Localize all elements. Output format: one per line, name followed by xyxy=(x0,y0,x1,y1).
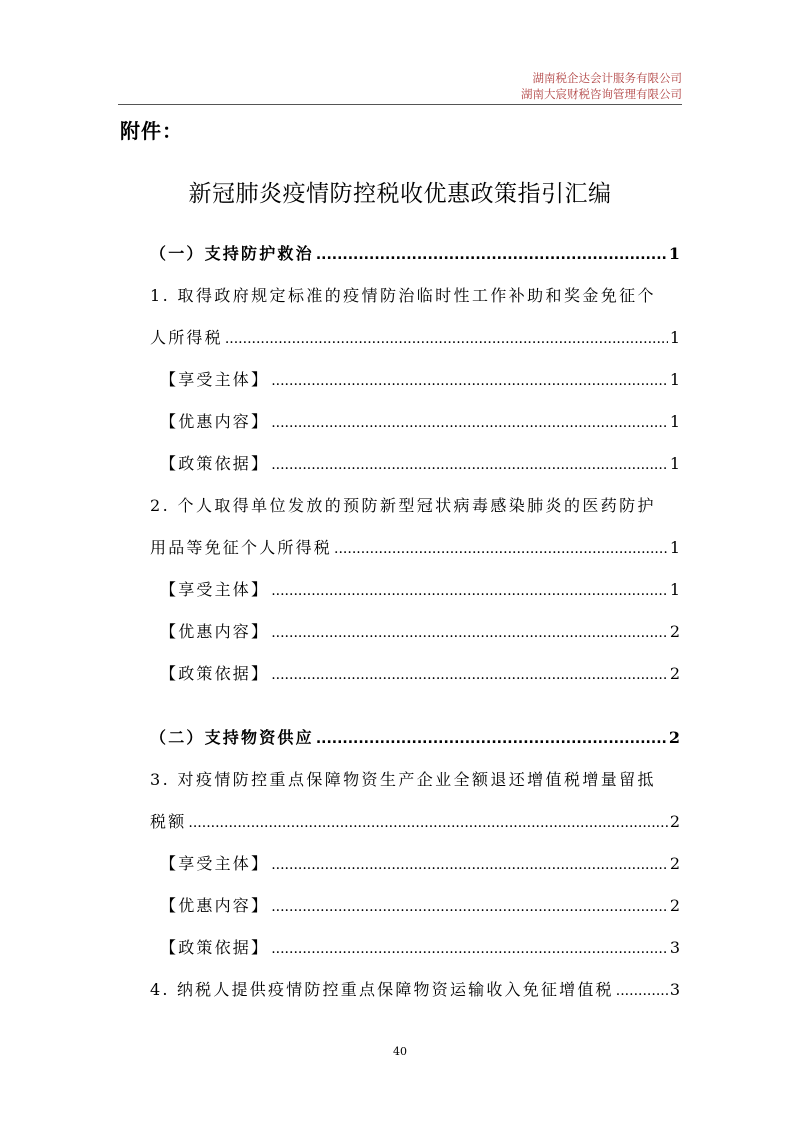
toc-item-label: 用品等免征个人所得税 xyxy=(150,538,333,557)
toc-sub-label: 【政策依据】 xyxy=(160,938,270,957)
toc-page-number: 3 xyxy=(669,938,680,957)
toc-sub-label: 【优惠内容】 xyxy=(160,412,270,431)
toc-page-number: 2 xyxy=(669,896,680,915)
toc-item-3-sub-3[interactable] xyxy=(160,936,680,961)
header-company-1: 湖南税企达会计服务有限公司 xyxy=(532,71,682,85)
toc-leader-dots xyxy=(271,663,668,687)
toc-section-1[interactable] xyxy=(150,242,680,267)
toc-item-2-sub-3[interactable] xyxy=(160,662,680,687)
toc-leader-dots xyxy=(271,895,668,919)
toc-leader-dots xyxy=(271,453,668,477)
toc-page-number: 1 xyxy=(669,580,680,599)
toc-sub-label: 【享受主体】 xyxy=(160,854,270,873)
toc-page-number: 2 xyxy=(669,622,680,641)
toc-item-2-sub-1[interactable] xyxy=(160,578,680,603)
toc-page-number: 1 xyxy=(669,370,680,389)
toc-item-label: 税额 xyxy=(150,812,187,831)
toc-item-label: 人所得税 xyxy=(150,328,223,347)
toc-leader-dots xyxy=(225,327,668,351)
toc-leader-dots xyxy=(316,243,667,267)
toc-section-label: （二）支持物资供应 xyxy=(150,728,314,747)
toc-page-number: 2 xyxy=(669,664,680,683)
toc-section-label: （一）支持防护救治 xyxy=(150,244,314,263)
toc-page-number: 2 xyxy=(669,854,680,873)
toc-leader-dots xyxy=(316,727,667,751)
toc-item-1-sub-2[interactable] xyxy=(160,410,680,435)
toc-leader-dots xyxy=(271,937,668,961)
toc-item-4[interactable] xyxy=(150,978,680,1003)
toc-section-2[interactable] xyxy=(150,726,680,751)
toc-leader-dots xyxy=(271,579,668,603)
toc-item-3[interactable] xyxy=(150,810,680,835)
toc-item-2[interactable] xyxy=(150,536,680,561)
toc-leader-dots xyxy=(271,369,668,393)
page-header xyxy=(521,70,682,102)
toc-sub-label: 【政策依据】 xyxy=(160,664,270,683)
toc-item-3-sub-1[interactable] xyxy=(160,852,680,877)
toc-item-3-line-1[interactable]: 3. 对疫情防控重点保障物资生产企业全额退还增值税增量留抵 xyxy=(150,770,656,789)
toc-leader-dots xyxy=(188,811,667,835)
toc-item-2-line-1[interactable]: 2. 个人取得单位发放的预防新型冠状病毒感染肺炎的医药防护 xyxy=(150,496,656,515)
toc-sub-label: 【享受主体】 xyxy=(160,370,270,389)
toc-sub-label: 【优惠内容】 xyxy=(160,622,270,641)
toc-sub-label: 【政策依据】 xyxy=(160,454,270,473)
toc-item-3-sub-2[interactable] xyxy=(160,894,680,919)
toc-sub-label: 【享受主体】 xyxy=(160,580,270,599)
toc-item-1[interactable] xyxy=(150,326,680,351)
toc-page-number: 1 xyxy=(668,244,680,263)
toc-page-number: 2 xyxy=(669,812,680,831)
document-title: 新冠肺炎疫情防控税收优惠政策指引汇编 xyxy=(188,181,612,207)
toc-page-number: 2 xyxy=(668,728,680,747)
header-divider xyxy=(118,104,682,105)
toc-page-number: 1 xyxy=(669,412,680,431)
toc-item-label: 4. 纳税人提供疫情防控重点保障物资运输收入免征增值税 xyxy=(150,980,614,999)
attachment-label: 附件： xyxy=(120,119,183,143)
toc-page-number: 3 xyxy=(669,980,680,999)
toc-leader-dots xyxy=(334,537,668,561)
toc-page-number: 1 xyxy=(669,538,680,557)
toc-page-number: 1 xyxy=(669,328,680,347)
toc-leader-dots xyxy=(616,979,668,1003)
toc-item-1-sub-3[interactable] xyxy=(160,452,680,477)
toc-leader-dots xyxy=(271,621,668,645)
header-company-2: 湖南大宸财税咨询管理有限公司 xyxy=(521,87,682,101)
toc-page-number: 1 xyxy=(669,454,680,473)
toc-leader-dots xyxy=(271,853,668,877)
toc-item-1-line-1[interactable]: 1. 取得政府规定标准的疫情防治临时性工作补助和奖金免征个 xyxy=(150,286,656,305)
toc-item-1-sub-1[interactable] xyxy=(160,368,680,393)
toc-sub-label: 【优惠内容】 xyxy=(160,896,270,915)
toc-leader-dots xyxy=(271,411,668,435)
toc-item-2-sub-2[interactable] xyxy=(160,620,680,645)
page-number: 40 xyxy=(393,1045,407,1058)
